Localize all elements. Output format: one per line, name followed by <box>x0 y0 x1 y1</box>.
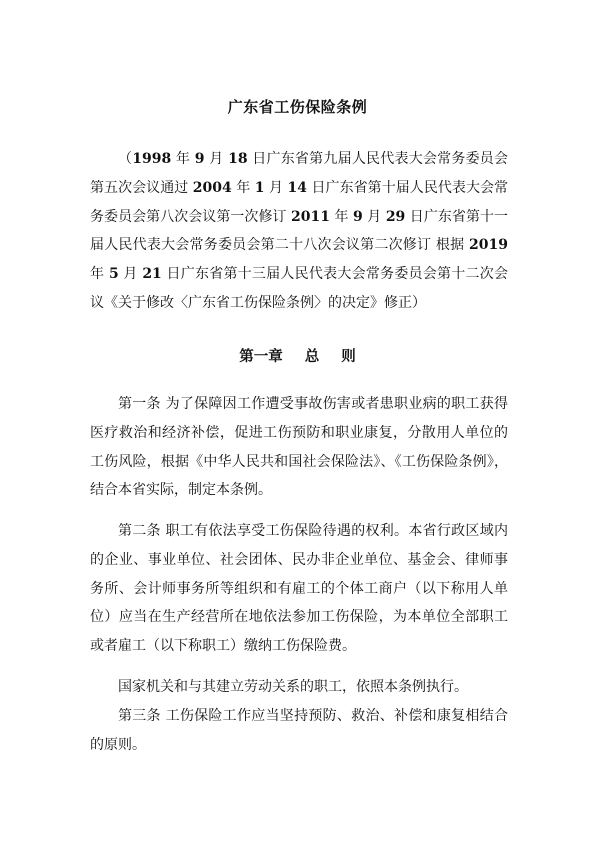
preamble-month-3: 9 <box>353 208 363 225</box>
preamble-text-9: 日广东省第十一届人民代表大会常务委员会第二十八次会议第二次修订 根据 <box>90 208 509 254</box>
chapter-heading <box>0 345 595 366</box>
preamble-day-3: 29 <box>385 208 406 225</box>
preamble-day-1: 18 <box>228 151 248 167</box>
preamble-open-paren: （ <box>118 151 133 167</box>
preamble-year-1998: 1998 <box>132 151 172 167</box>
article-1-paragraph: 第一条 为了保障因工作遭受事故伤害或者患职业病的职工获得医疗救治和经济补偿，促进工伤预防和职业康复，分散用人单位的工伤风险，根据《中华人民共和国社会保险法》、《工伤保险条例》，结合本省实际，制定本条例。 <box>90 396 508 499</box>
preamble-year-2011: 2011 <box>291 208 330 225</box>
preamble-year-2019: 2019 <box>469 237 508 254</box>
preamble-text-10: 年 <box>90 266 109 283</box>
article-2-supplement-paragraph: 国家机关和与其建立劳动关系的职工，依照本条例执行。 <box>118 679 468 695</box>
preamble-text-2: 月 <box>204 151 229 167</box>
preamble-day-2: 14 <box>287 179 308 196</box>
preamble-text-1: 年 <box>171 151 195 167</box>
preamble-text-6: 日广东省第十届人民代表大会常务委员会第八次会议第一次修订 <box>90 179 509 225</box>
preamble-month-4: 5 <box>108 266 119 283</box>
preamble-year-2004: 2004 <box>192 179 232 196</box>
preamble-paragraph <box>90 145 508 318</box>
chapter-name-part-2: 则 <box>341 349 356 365</box>
preamble-day-4: 21 <box>142 266 162 283</box>
preamble-text-4: 年 <box>231 179 255 196</box>
preamble-month-1: 9 <box>194 151 205 167</box>
chapter-number: 第一章 <box>239 349 283 365</box>
preamble-text-3: 日广东省第九届人民代表大会常务委员会第五次会议通过 <box>90 151 509 196</box>
document-title: 广东省工伤保险条例 <box>227 98 368 116</box>
preamble-text-12: 日广东省第十三届人民代表大会常务委员会第十二次会议《关于修改〈广东省工伤保险条例〉的决定》修正） <box>90 266 508 311</box>
chapter-name-part-1: 总 <box>304 349 320 365</box>
article-2-paragraph: 第二条 职工有依法享受工伤保险待遇的权利。本省行政区域内的企业、事业单位、社会团体、民办非企业单位、基金会、律师事务所、会计师事务所等组织和有雇工的个体工商户（以下称用人单位）应当在生产经营所在地依法参加工伤保险，为本单位全部职工或者雇工（以下称职工）缴纳工伤保险费。 <box>90 523 508 655</box>
article-3-paragraph: 第三条 工伤保险工作应当坚持预防、救治、补偿和康复相结合的原则。 <box>90 708 508 753</box>
preamble-text-8: 月 <box>362 208 386 225</box>
preamble-text-11: 月 <box>118 266 143 283</box>
preamble-month-2: 1 <box>254 179 265 196</box>
preamble-text-7: 年 <box>330 208 354 225</box>
preamble-text-5: 月 <box>264 179 288 196</box>
